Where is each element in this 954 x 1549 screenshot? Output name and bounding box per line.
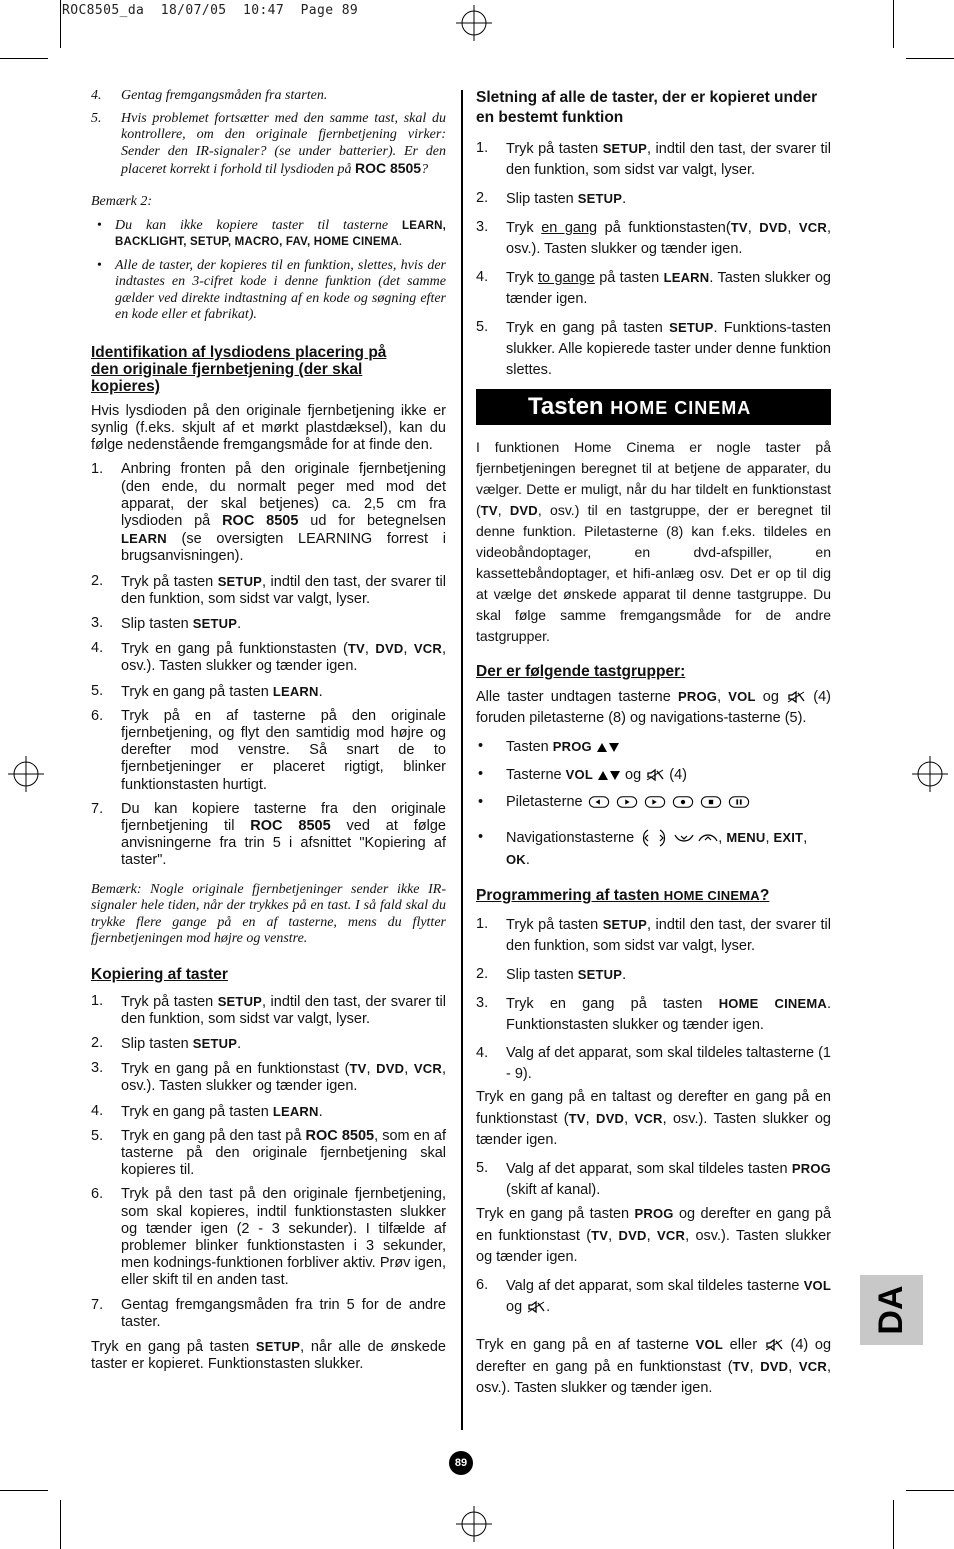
arrow-up-icon [598,771,608,780]
crop-mark [60,1500,61,1549]
step-item: 6. Tryk på den tast på den originale fjernbetjening, som skal kopieres, indtil funktionstasten slukker og tænder igen (2 - 3 sekunder). I tilfælde af problemer blinker funktionstasten i 3 sekunder, men kodnings-funktionen forbliver aktiv. Prøv igen, eller skift til en anden tast. [91,1186,446,1289]
paragraph: Tryk en gang på en af tasterne VOL eller (4) og derefter en gang på en funktionstast (TV, DVD, VCR, osv.). Tasten slukker og tænder igen. [476,1337,832,1396]
section-heading: Sletning af alle de taster, der er kopieret under en bestemt funktion [476,89,818,126]
paragraph: Tryk en gang på en taltast og derefter en gang på en funktionstast (TV, DVD, VCR, osv.). Tasten slukker og tænder igen. [476,1089,831,1148]
paragraph: Tryk en gang på tasten SETUP, når alle de ønskede taster er kopieret. Funktionstasten slukker. [91,1339,446,1373]
step-item: 4. Tryk to gange på tasten LEARN. Tasten slukker og tænder igen. [476,269,831,307]
paragraph: Hvis lysdioden på den originale fjernbetjening ikke er synlig (f.eks. skjult af et mørkt plastdæksel), kan du følge nedenstående fremgangsmåde for at finde den. [91,402,446,454]
crop-mark [906,1490,954,1491]
list-item: • Tasten PROG [476,736,831,758]
paragraph: I funktionen Home Cinema er nogle taster på fjernbetjeningen beregnet til at betjene de apparater, du vælger. Dette er muligt, når du har tildelt en funktionstast (TV, DVD, osv.) til en tastgruppe, der er beregnet til denne funktion. Piletasterne (8) kan f.eks. tildeles en videobåndoptager, en dvd-afspiller, en kassettebåndoptager, et hifi-anlæg osv. Det er op til dig at vælge det ønskede apparat til denne tastgruppe. Du skal følge samme fremgangsmåde for de andre tastgrupper. [476,439,831,644]
nav-left-icon [638,829,652,847]
registration-mark-left [8,756,44,792]
column-divider [461,90,463,1430]
step-item: 6. Valg af det apparat, som skal tildeles tasterne VOL og . [476,1277,832,1315]
step-item: 4. Valg af det apparat, som skal tildeles taltasterne (1 - 9). [476,1045,831,1082]
stop-icon [699,795,723,809]
record-icon [671,795,695,809]
step-item: 3. Tryk en gang på en funktionstast (TV, DVD, VCR, osv.). Tasten slukker og tænder igen. [91,1060,446,1095]
arrow-down-icon [609,743,619,752]
mute-icon [645,768,665,782]
step-item: 5. Valg af det apparat, som skal tildeles tasten PROG (skift af kanal). [476,1160,831,1198]
left-column [91,88,446,1380]
step-item: 2. Slip tasten SETUP. [91,1034,242,1052]
paragraph: Tryk en gang på tasten PROG og derefter en gang på en funktionstast (TV, DVD, VCR, osv.). Tasten slukker og tænder igen. [476,1206,832,1265]
crop-mark [60,0,61,48]
step-item: 3. Slip tasten SETUP. [91,614,242,632]
note-bullet: • Du kan ikke kopiere taster til tasterne LEARN, BACKLIGHT, SETUP, MACRO, FAV, HOME CINEMA. [97,217,446,250]
crop-mark [906,58,954,59]
list-item: • Tasterne VOL og (4) [478,766,687,783]
step-item: 2. Slip tasten SETUP. [476,966,627,983]
mute-icon [786,690,806,704]
step-item: 4. Tryk en gang på tasten LEARN. [91,1102,323,1120]
fast-forward-icon [643,795,667,809]
registration-mark-right [912,756,948,792]
print-header: ROC8505_da 18/07/05 10:47 Page 89 [62,3,359,18]
list-item: 5. Hvis problemet fortsætter med den samme tast, skal du kontrollere, om den originale fjernbetjening virker: Sender den IR-signaler? (se under batterier). Er den placeret korrekt i forhold til lysdioden på ROC 8505? [91,110,446,177]
step-item: 7. Du kan kopiere tasterne fra den originale fjernbetjening til ROC 8505 ved at følge anvisningerne fra trin 5 i afsnittet "Kopiering af taster". [91,800,446,869]
registration-mark-top [456,5,492,41]
step-item: 5. Tryk en gang på tasten LEARN. [91,682,323,700]
play-icon [615,795,639,809]
paragraph: Alle taster undtagen tasterne PROG, VOL og (4) foruden piletasterne (8) og navigations-tasterne (5). [476,689,832,726]
step-item: 2. Tryk på tasten SETUP, indtil den tast, der svarer til den funktion, som sidst var valgt, lyser. [91,572,446,607]
registration-mark-bottom [456,1506,492,1542]
note-bullet: • Alle de taster, der kopieres til en funktion, slettes, hvis der indtastes en 3-cifret kode i denne funktion (det samme gælder ved direkte indtastning af en kode og søgning efter en kode eller et fabrikat). [97,257,446,323]
rewind-icon [587,795,611,809]
section-heading: Programmering af tasten HOME CINEMA? [476,887,770,904]
mute-icon [764,1338,784,1352]
step-item: 1. Tryk på tasten SETUP, indtil den tast, der svarer til den funktion, som sidst var valgt, lyser. [91,992,446,1027]
step-item: 2. Slip tasten SETUP. [476,190,627,207]
language-tab: DA [860,1275,923,1345]
section-heading: Kopiering af taster [91,965,228,983]
list-item: • Navigationstasterne , MENU, EXIT, OK. [478,829,808,868]
nav-right-icon [656,829,670,847]
note-label: Bemærk 2: [91,193,153,209]
right-column [476,88,831,1406]
step-item: 1. Tryk på tasten SETUP, indtil den tast, der svarer til den funktion, som sidst var valgt, lyser. [476,140,831,178]
note-paragraph: Bemærk: Nogle originale fjernbetjeninger sender ikke IR-signaler hele tiden, når der trykkes på en tast. I så fald skal du trykke flere gange på en af tasterne, mens du flytter fjernbetjeningen mod højre og venstre. [91,881,446,947]
crop-mark [893,0,894,48]
list-item: 4. Gentag fremgangsmåden fra starten. [91,88,328,103]
arrow-down-icon [610,771,620,780]
section-heading: Identifikation af lysdiodens placering på den originale fjernbetjening (der skal kopieres) [91,343,387,395]
pause-icon [727,795,751,809]
section-heading: Der er følgende tastgrupper: [476,663,686,680]
step-item: 4. Tryk en gang på funktionstasten (TV, DVD, VCR, osv.). Tasten slukker og tænder igen. [91,640,447,675]
step-item: 3. Tryk en gang på funktionstasten(TV, DVD, VCR, osv.). Tasten slukker og tænder igen. [476,219,831,257]
step-item: 3. Tryk en gang på tasten HOME CINEMA. Funktionstasten slukker og tænder igen. [476,995,831,1033]
step-item: 5. Tryk en gang på den tast på ROC 8505, som en af tasterne på den originale fjernbetjening skal kopieres til. [91,1127,446,1179]
step-item: 6. Tryk på en af tasterne på den originale fjernbetjening, og flyt den samtidig mod højre og derefter mod venstre. Så snart de to fjernbetjeninger er placeret rigtigt, blinker funktionstasten hurtigt. [91,707,446,793]
crop-mark [0,1490,48,1491]
mute-icon [526,1300,546,1314]
nav-down-icon [674,832,694,844]
crop-mark [0,58,48,59]
step-item: 7. Gentag fremgangsmåden fra trin 5 for de andre taster. [91,1296,446,1330]
step-item: 5. Tryk en gang på tasten SETUP. Funktions-tasten slukker. Alle kopierede taster under denne funktion slettes. [476,319,831,378]
section-banner: Tasten HOME CINEMA [476,389,831,425]
step-item: 1. Tryk på tasten SETUP, indtil den tast, der svarer til den funktion, som sidst var valgt, lyser. [476,916,831,954]
crop-mark [893,1500,894,1549]
list-item: • Piletasterne [476,792,831,813]
step-item: 1. Anbring fronten på den originale fjernbetjening (den ende, du normalt peger med mod det apparat, der skal betjenes) ca. 2,5 cm fra lysdioden på ROC 8505 ud for betegnelsen LEARN (se oversigten LEARNING forrest i brugsanvisningen). [91,461,446,565]
page-number: 89 [449,1451,473,1475]
arrow-up-icon [597,743,607,752]
nav-up-icon [698,832,718,844]
